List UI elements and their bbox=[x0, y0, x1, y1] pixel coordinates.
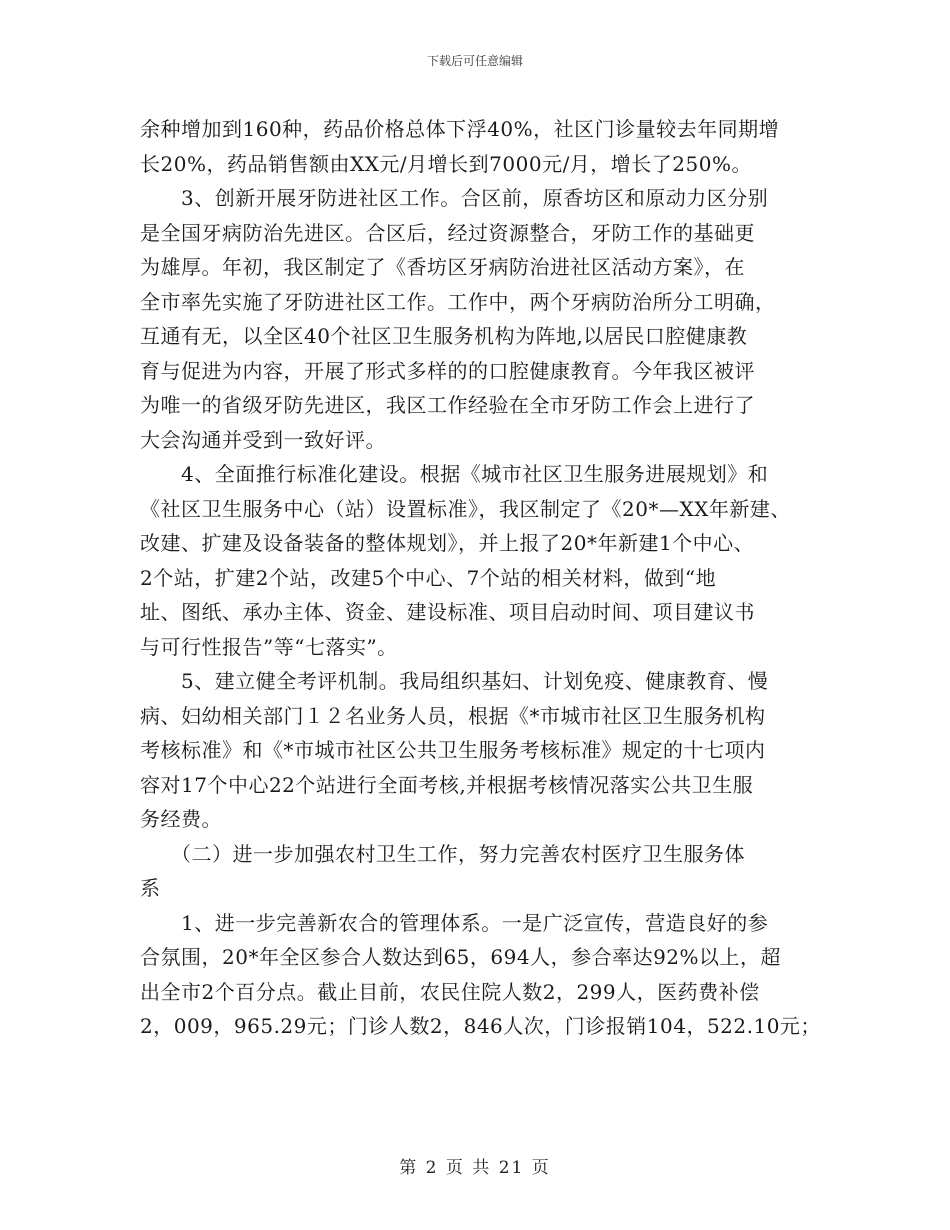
text-line: 务经费。 bbox=[140, 807, 222, 831]
text-line: 育与促进为内容，开展了形式多样的的口腔健康教育。今年我区被评 bbox=[140, 358, 755, 383]
text-line: 址、图纸、承办主体、资金、建设标准、项目启动时间、项目建议书 bbox=[140, 600, 755, 624]
text-line: 考核标准》和《*市城市社区公共卫生服务考核标准》规定的十七项内 bbox=[140, 738, 766, 762]
text-line: 为雄厚。年初，我区制定了《香坊区牙病防治进社区活动方案》，在 bbox=[140, 255, 745, 279]
text-line: 系 bbox=[140, 876, 161, 900]
text-line: 大会沟通并受到一致好评。 bbox=[140, 427, 386, 452]
document-body bbox=[140, 112, 830, 1044]
text-line: 5、建立健全考评机制。我局组织基妇、计划免疫、健康教育、慢 bbox=[140, 669, 769, 693]
text-line: 2个站，扩建2个站，改建5个中心、7个站的相关材料，做到“地 bbox=[140, 565, 717, 590]
text-line: 出全市2个百分点。截止目前，农民住院人数2，299人，医药费补偿 bbox=[140, 979, 760, 1004]
text-line: 改建、扩建及设备装备的整体规划》，并上报了20*年新建1个中心、 bbox=[140, 531, 755, 555]
text-line: 《社区卫生服务中心（站）设置标准》，我区制定了《20*—XX年新建、 bbox=[140, 496, 791, 521]
text-line: 3、创新开展牙防进社区工作。合区前，原香坊区和原动力区分别 bbox=[140, 186, 769, 210]
text-line: 2，009，965.29元；门诊人数2，846人次，门诊报销104，522.10元； bbox=[140, 1014, 821, 1038]
page-header: 下载后可任意编辑 bbox=[426, 54, 523, 68]
text-line: （二）进一步加强农村卫生工作，努力完善农村医疗卫生服务体 bbox=[140, 841, 745, 866]
text-line: 互通有无，以全区40个社区卫生服务机构为阵地,以居民口腔健康教 bbox=[140, 324, 748, 348]
text-line: 合氛围，20*年全区参合人数达到65，694人，参合率达92%以上，超 bbox=[140, 945, 782, 969]
text-line: 长20%，药品销售额由XX元/月增长到7000元/月，增长了250%。 bbox=[140, 151, 752, 176]
text-line: 4、全面推行标准化建设。根据《城市社区卫生服务进展规划》和 bbox=[140, 462, 769, 486]
text-line: 与可行性报告”等“七落实”。 bbox=[140, 634, 398, 659]
text-line: 容对17个中心22个站进行全面考核,并根据考核情况落实公共卫生服 bbox=[140, 772, 754, 797]
text-line: 全市率先实施了牙防进社区工作。工作中，两个牙病防治所分工明确， bbox=[140, 289, 776, 314]
text-line: 病、妇幼相关部门１２名业务人员，根据《*市城市社区卫生服务机构 bbox=[140, 703, 766, 728]
page-footer: 第 2 页 共 21 页 bbox=[399, 1158, 551, 1178]
text-line: 余种增加到160种，药品价格总体下浮40%，社区门诊量较去年同期增 bbox=[140, 117, 780, 141]
text-line: 是全国牙病防治先进区。合区后，经过资源整合，牙防工作的基础更 bbox=[140, 220, 755, 245]
text-line: 1、进一步完善新农合的管理体系。一是广泛宣传，营造良好的参 bbox=[140, 910, 769, 935]
text-line: 为唯一的省级牙防先进区，我区工作经验在全市牙防工作会上进行了 bbox=[140, 393, 755, 417]
